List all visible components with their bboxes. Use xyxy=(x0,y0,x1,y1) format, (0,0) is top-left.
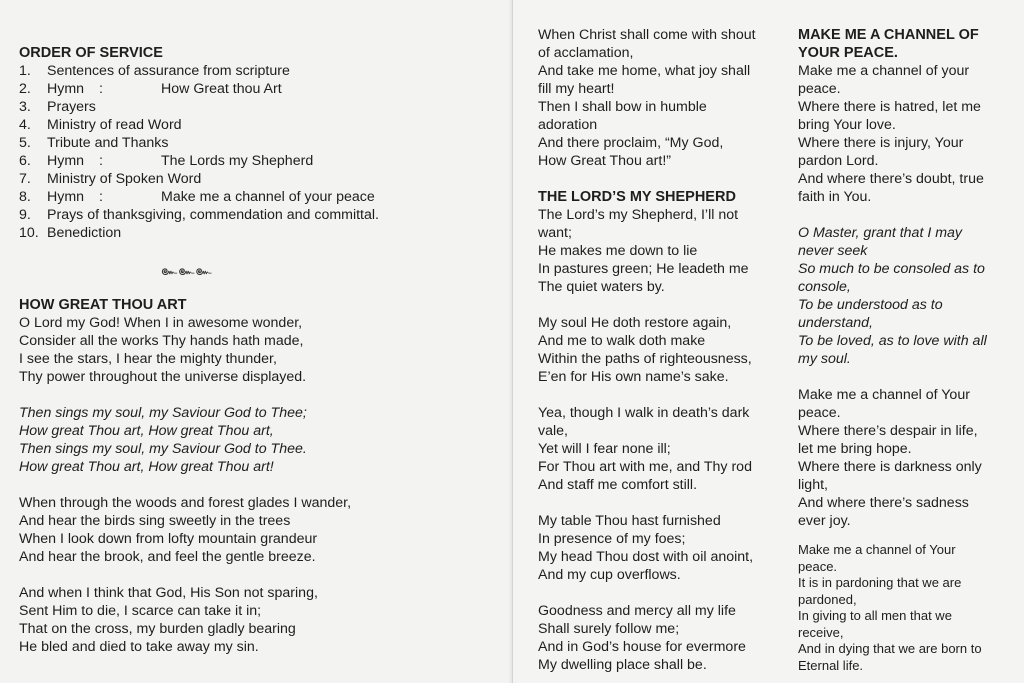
text-line: Then sings my soul, my Saviour God to Thee; xyxy=(19,405,307,421)
channel-verse-1 xyxy=(798,62,1018,206)
list-item: 2. Hymn : How Great thou Art xyxy=(19,81,282,97)
how-great-chorus xyxy=(19,404,512,476)
text-line: And where there’s sadness xyxy=(798,495,969,511)
text-line: vale, xyxy=(538,423,568,439)
text-line: So much to be consoled as to xyxy=(798,261,985,277)
list-item: 1. Sentences of assurance from scripture xyxy=(19,63,290,79)
text-line: The quiet waters by. xyxy=(538,279,665,295)
channel-verse-2 xyxy=(798,386,1018,530)
text-line: Yet will I fear none ill; xyxy=(538,441,671,457)
how-great-verse-2 xyxy=(19,494,512,566)
text-line: Yea, though I walk in death’s dark xyxy=(538,405,750,421)
text-line: Within the paths of righteousness, xyxy=(538,351,752,367)
text-line: receive, xyxy=(798,624,844,640)
shepherd-verse-3 xyxy=(538,404,783,494)
text-line: Where there’s despair in life, xyxy=(798,423,978,439)
text-line: want; xyxy=(538,225,572,241)
list-item: 9. Prays of thanksgiving, commendation and committal. xyxy=(19,207,379,223)
text-line: And take me home, what joy shall xyxy=(538,63,751,79)
text-line: And my cup overflows. xyxy=(538,567,681,583)
text-line: And me to walk doth make xyxy=(538,333,706,349)
text-line: He makes me down to lie xyxy=(538,243,698,259)
text-line: To be loved, as to love with all xyxy=(798,333,987,349)
channel-verse-3 xyxy=(798,542,1018,674)
text-line: my soul. xyxy=(798,351,851,367)
text-line: of acclamation, xyxy=(538,45,634,61)
shepherd-verse-5 xyxy=(538,602,783,674)
shepherd-verse-2 xyxy=(538,314,783,386)
text-line: How great Thou art, How great Thou art, xyxy=(19,423,274,439)
text-line: I see the stars, I hear the mighty thunder, xyxy=(19,351,277,367)
text-line: It is in pardoning that we are xyxy=(798,575,962,590)
text-line: Sent Him to die, I scarce can take it in; xyxy=(19,603,262,619)
text-line: In giving to all men that we xyxy=(798,608,952,623)
shepherd-verse-4 xyxy=(538,512,783,584)
text-line: Make me a channel of Your xyxy=(798,387,970,403)
text-line: Where there is darkness only xyxy=(798,459,982,475)
text-line: For Thou art with me, and Thy rod xyxy=(538,459,752,475)
text-line: In presence of my foes; xyxy=(538,531,686,547)
shepherd-title: THE LORD’S MY SHEPHERD xyxy=(538,189,736,205)
list-item: 10. Benediction xyxy=(19,225,122,241)
text-line: My soul He doth restore again, xyxy=(538,315,732,331)
text-line: fill my heart! xyxy=(538,81,615,97)
list-item: 6. Hymn : The Lords my Shepherd xyxy=(19,153,314,169)
text-line: And staff me comfort still. xyxy=(538,477,698,493)
text-line: Make me a channel of your xyxy=(798,63,970,79)
text-line: faith in You. xyxy=(798,189,872,205)
text-line: let me bring hope. xyxy=(798,441,912,457)
list-item: 3. Prayers xyxy=(19,99,96,115)
text-line: YOUR PEACE. xyxy=(798,45,898,61)
text-line: pardon Lord. xyxy=(798,153,879,169)
list-item: 8. Hymn : Make me a channel of your peace xyxy=(19,189,375,205)
text-line: pardoned, xyxy=(798,591,857,607)
text-line: When Christ shall come with shout xyxy=(538,27,756,43)
how-great-verse-4 xyxy=(538,26,783,170)
text-line: MAKE ME A CHANNEL OF xyxy=(798,27,979,43)
text-line: O Lord my God! When I in awesome wonder, xyxy=(19,315,303,331)
text-line: Thy power throughout the universe displayed. xyxy=(19,369,307,385)
text-line: light, xyxy=(798,477,828,493)
order-of-service-list xyxy=(19,62,512,242)
text-line: How Great Thou art!” xyxy=(538,153,671,169)
text-line: My table Thou hast furnished xyxy=(538,513,721,529)
text-line: understand, xyxy=(798,315,873,331)
text-line: Then sings my soul, my Saviour God to Thee. xyxy=(19,441,307,457)
how-great-title: HOW GREAT THOU ART xyxy=(19,297,187,313)
text-line: bring Your love. xyxy=(798,117,896,133)
text-line: And in God’s house for evermore xyxy=(538,639,746,655)
text-line: never seek xyxy=(798,243,868,259)
text-line: Eternal life. xyxy=(798,657,864,673)
text-line: To be understood as to xyxy=(798,297,943,313)
text-line: And in dying that we are born to xyxy=(798,641,982,656)
channel-title xyxy=(798,26,1018,62)
text-line: In pastures green; He leadeth me xyxy=(538,261,749,277)
list-item: 4. Ministry of read Word xyxy=(19,117,182,133)
text-line: He bled and died to take away my sin. xyxy=(19,639,259,655)
text-line: How great Thou art, How great Thou art! xyxy=(19,459,274,475)
text-line: E’en for His own name’s sake. xyxy=(538,369,729,385)
channel-chorus xyxy=(798,224,1018,368)
text-line: And where there’s doubt, true xyxy=(798,171,984,187)
text-line: My head Thou dost with oil anoint, xyxy=(538,549,754,565)
text-line: Goodness and mercy all my life xyxy=(538,603,736,619)
list-item: 5. Tribute and Thanks xyxy=(19,135,169,151)
text-line: peace. xyxy=(798,81,841,97)
list-item: 7. Ministry of Spoken Word xyxy=(19,171,202,187)
middle-column xyxy=(538,26,783,674)
right-column xyxy=(798,26,1018,674)
how-great-verse-3 xyxy=(19,584,512,656)
text-line: When I look down from lofty mountain grandeur xyxy=(19,531,318,547)
text-line: Then I shall bow in humble xyxy=(538,99,707,115)
shepherd-verse-1 xyxy=(538,206,783,296)
text-line: peace. xyxy=(798,558,838,574)
decorative-ornament: ๛๛๛ xyxy=(161,262,213,278)
text-line: And hear the birds sing sweetly in the trees xyxy=(19,513,291,529)
text-line: adoration xyxy=(538,117,598,133)
text-line: My dwelling place shall be. xyxy=(538,657,707,673)
text-line: console, xyxy=(798,279,851,295)
order-of-service-title: ORDER OF SERVICE xyxy=(19,45,163,61)
text-line: Shall surely follow me; xyxy=(538,621,680,637)
text-line: And there proclaim, “My God, xyxy=(538,135,724,151)
text-line: And hear the brook, and feel the gentle breeze. xyxy=(19,549,316,565)
text-line: peace. xyxy=(798,405,841,421)
text-line: Where there is injury, Your xyxy=(798,135,964,151)
text-line: ever joy. xyxy=(798,513,851,529)
text-line: The Lord’s my Shepherd, I’ll not xyxy=(538,207,739,223)
how-great-verse-1 xyxy=(19,314,512,386)
text-line: And when I think that God, His Son not sparing, xyxy=(19,585,318,601)
text-line: When through the woods and forest glades I wander, xyxy=(19,495,352,511)
text-line: That on the cross, my burden gladly bearing xyxy=(19,621,296,637)
text-line: Make me a channel of Your xyxy=(798,542,956,557)
text-line: O Master, grant that I may xyxy=(798,225,963,241)
text-line: Where there is hatred, let me xyxy=(798,99,981,115)
text-line: Consider all the works Thy hands hath made, xyxy=(19,333,304,349)
